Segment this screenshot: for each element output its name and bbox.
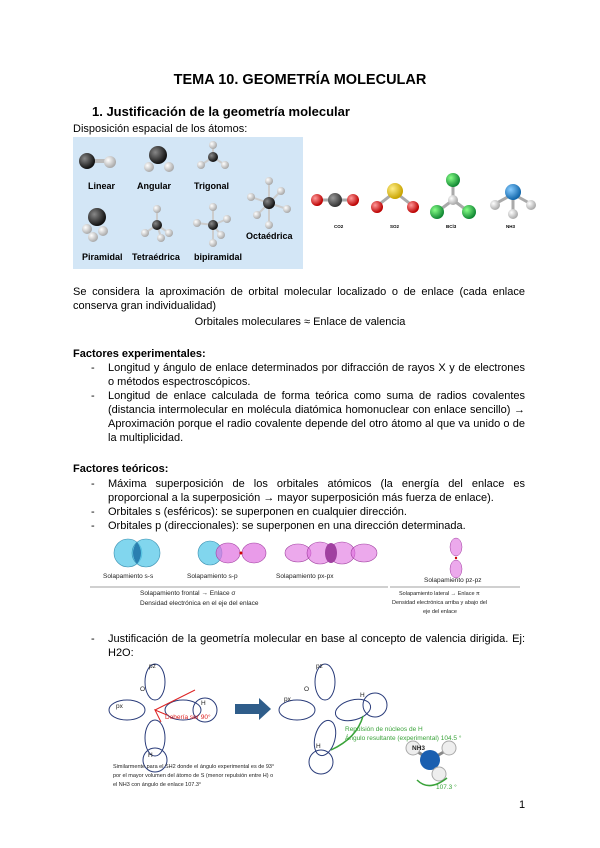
- label-bipyramidal: bipiramidal: [194, 252, 243, 262]
- example-molecules-image: [305, 170, 550, 230]
- label-octahedral: Octaédrica: [246, 231, 293, 241]
- orb-pz-right: pz: [316, 663, 323, 670]
- theo-factor-item: - Orbitales p (direccionales): se superponen en una dirección determinada.: [91, 520, 466, 532]
- overlap-pzpz-label: Solapamiento pz-pz: [424, 577, 482, 584]
- angular-molecule: [144, 146, 174, 172]
- orbital-formula: Orbitales moleculares ≈ Enlace de valencia: [194, 316, 406, 328]
- water-orbital-figure: [95, 660, 515, 800]
- orb-h-right-1: H: [360, 692, 365, 699]
- page-title: TEMA 10. GEOMETRÍA MOLECULAR: [173, 72, 427, 88]
- theo-factor-item: - Máxima superposición de los orbitales atómicos (la energía del enlace es proporcional a la superposición → mayor superposición más fuerza de enlace).: [91, 478, 525, 504]
- lateral-line1: Solapamiento lateral → Enlace π: [399, 591, 480, 597]
- theo-factors-heading: Factores teóricos:: [73, 463, 169, 475]
- geometry-panel: [73, 137, 303, 269]
- label-tetrahedral: Tetraédrica: [132, 252, 180, 262]
- repulsion-line1: Repulsión de núcleos de H: [345, 726, 423, 733]
- orb-h-left-1: H: [201, 700, 206, 707]
- trigonal-molecule: [197, 141, 229, 169]
- linear-molecule: [79, 153, 116, 169]
- section-heading: 1. Justificación de la geometría molecular: [92, 104, 350, 119]
- orb-o-right: O: [304, 686, 310, 693]
- repulsion-line2: Ángulo resultante (experimental) 104.5 °: [345, 735, 462, 742]
- valence-item: - Justificación de la geometría molecular en base al concepto de valencia dirigida. Ej: H2O:: [91, 633, 525, 659]
- orb-h-left-2: H: [148, 752, 153, 759]
- page-number: 1: [519, 799, 526, 811]
- tetrahedral-molecule: [141, 205, 173, 242]
- orb-px-right: px: [284, 696, 291, 703]
- pyramidal-molecule: [82, 208, 108, 242]
- label-so2: SO2: [390, 224, 400, 229]
- label-angular: Angular: [137, 181, 172, 191]
- note-line1: Similarmente para el SH2 donde el ángulo experimental es de 93°: [113, 764, 275, 770]
- lateral-line2: Densidad electrónica arriba y abajo del: [392, 600, 488, 606]
- intro-text: Disposición espacial de los átomos:: [73, 123, 248, 135]
- nh3-angle: 107.3 °: [436, 784, 457, 791]
- bipyramidal-molecule: [193, 203, 231, 247]
- label-nh3: NH3: [506, 224, 516, 229]
- note-line2: por el mayor volumen del átomo de S (menor repulsión entre H) o: [113, 773, 274, 779]
- label-pyramidal: Piramidal: [82, 252, 123, 262]
- orb-h-right-2: H: [316, 743, 321, 750]
- should-be-90: Debería ser 90°: [165, 714, 211, 721]
- lateral-line3: eje del enlace: [423, 609, 457, 615]
- octahedral-molecule: [247, 177, 291, 229]
- orb-pz-left: pz: [149, 663, 156, 670]
- label-co2: CO2: [334, 224, 344, 229]
- orb-o-left: O: [140, 686, 146, 693]
- label-linear: Linear: [88, 181, 116, 191]
- overlap-pxpx-label: Solapamiento px-px: [276, 573, 334, 580]
- geometry-molecules-image: [73, 137, 303, 269]
- note-line3: el NH3 con ángulo de enlace 107.3°: [113, 782, 202, 788]
- exp-factors-heading: Factores experimentales:: [73, 348, 206, 360]
- orb-px-left: px: [116, 703, 123, 710]
- label-trigonal: Trigonal: [194, 181, 230, 191]
- frontal-line2: Densidad electrónica en el eje del enlace: [140, 600, 259, 607]
- overlap-ss-label: Solapamiento s-s: [103, 573, 154, 580]
- intro-paragraph: Se considera la aproximación de orbital molecular localizado o de enlace (cada enlace conserva gran individualidad): [73, 286, 525, 312]
- label-bcl3: BCl3: [446, 224, 457, 229]
- nh3-label: NH3: [412, 745, 426, 752]
- exp-factor-item: - Longitud de enlace calculada de forma teórica como suma de radios covalentes (distancia intermolecular en molécula diatómica homonuclear con enlace sencillo) → Aproximación porque el radio covalente depende del otro átomo al que va unido o de la multiplicidad.: [91, 390, 525, 444]
- exp-factor-item: - Longitud y ángulo de enlace determinados por difracción de rayos X y de electrones o métodos espectroscópicos.: [91, 362, 525, 388]
- overlap-sp-label: Solapamiento s-p: [187, 573, 238, 580]
- frontal-line1: Solapamiento frontal → Enlace σ: [140, 590, 236, 597]
- theo-factor-item: - Orbitales s (esféricos): se superponen en cualquier dirección.: [91, 506, 407, 518]
